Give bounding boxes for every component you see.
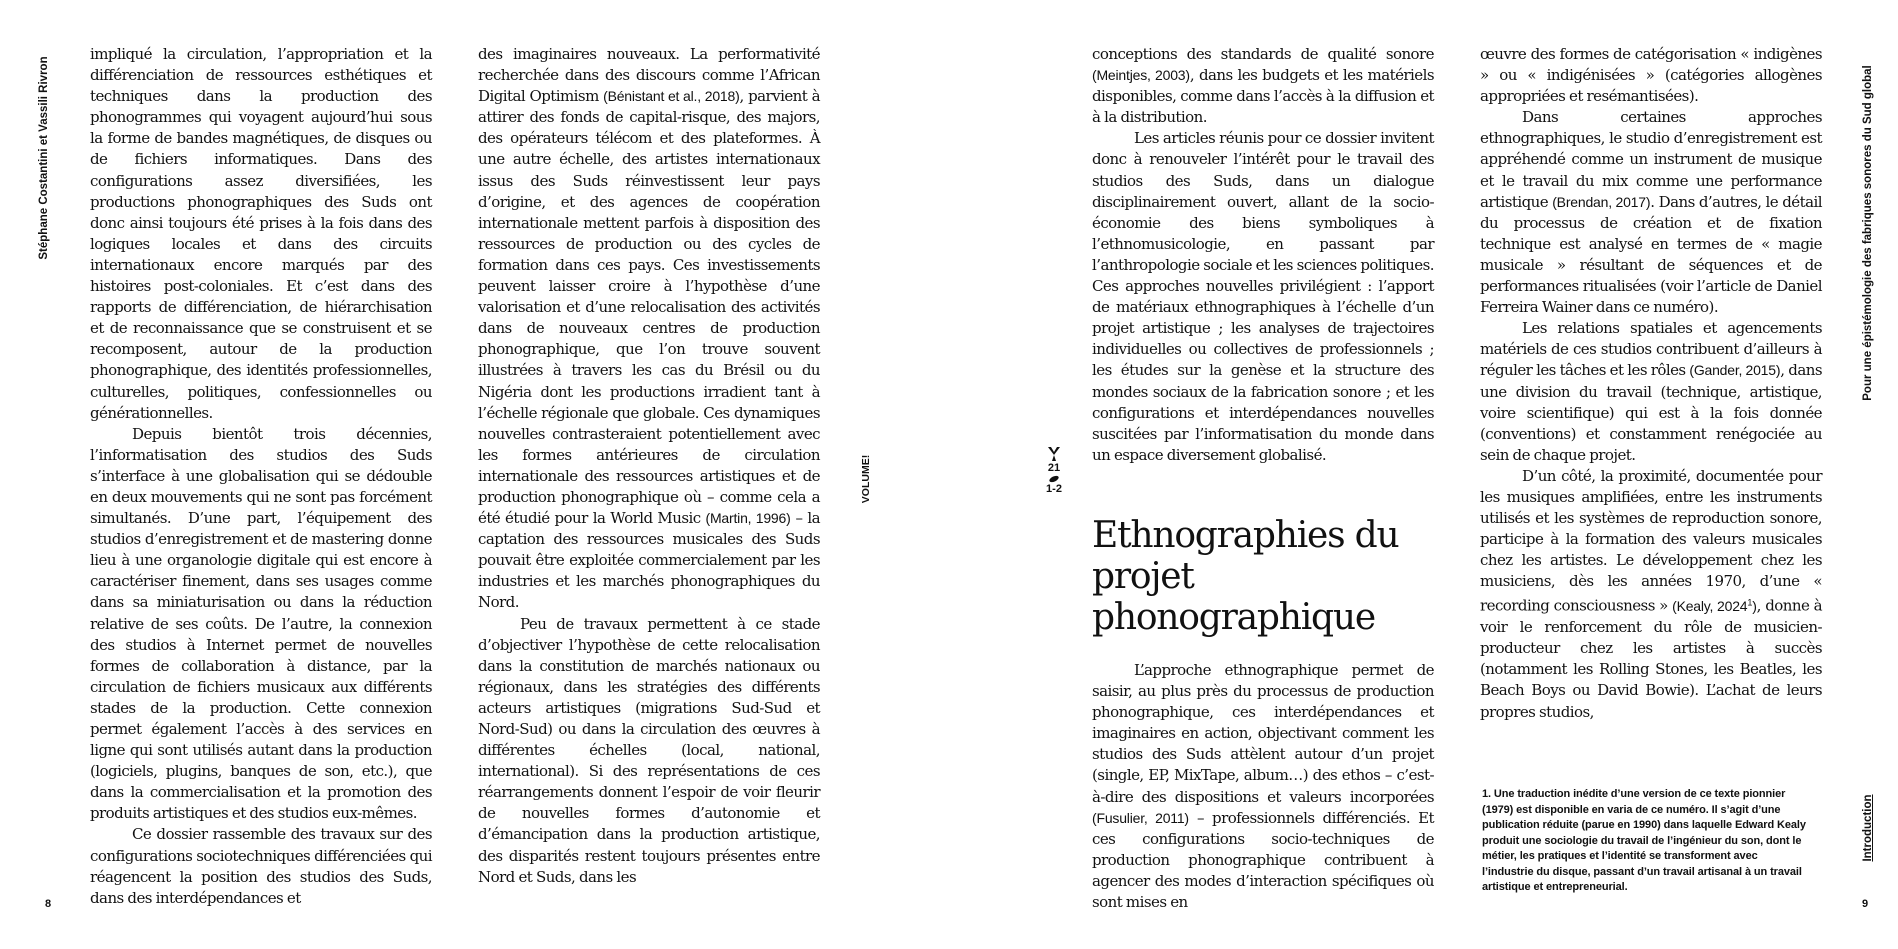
paragraph: D’un côté, la proximité, documentée pour les musiques amplifiées, entre les instruments utilisés et les systèmes de reproduction sonore, participe à la formation des valeurs musicales chez les artistes. Le développement chez les musiciens, dès les années 1970, d’une « recording consciousness » (Kealy, 2024$^1$), donne à voir le renforcement du rôle de musicien-producteur chez les artistes à succès (notamment les Rolling Stones, les Beatles, les Beach Boys ou David Bowie). L’achat de leurs propres studios, [1480,466,1822,721]
section-label: Introduction [1862,794,1874,862]
paragraph: Depuis bientôt trois décennies, l’informatisation des studios des Suds s’interface à une globalisation qui se dédouble en deux mouvements qui ne sont pas forcément simultanés. D’une part, l’équipement des studios d’enregistrement et de mastering donne lieu à une organologie digitale qui est encore à caractériser finement, dans ses usages comme dans sa miniaturisation ou dans la réduction relative de ses coûts. De l’autre, la connexion des studios à Internet permet de nouvelles formes de collaboration à distance, par la circulation de fichiers musicaux aux différents stades de la production. Cette connexion permet également l’accès à des services en ligne qui sont utilisés autant dans la production (logiciels, plugins, banques de son, etc.), que dans la commercialisation et la promotion des produits artistiques et des studios eux-mêmes. [90,424,432,823]
citation: (Fusulier, 2011) [1092,809,1189,826]
column-3-continued [1092,660,1434,913]
page-number-right: 9 [1862,898,1869,910]
paragraph: œuvre des formes de catégorisation « indigènes » ou « indigénisées » (catégories allogènes appropriées et resémantisées). [1480,45,1822,106]
citation: (Bénistant et al., 2018) [603,88,740,105]
paragraph: Peu de travaux permettent à ce stade d’objectiver l’hypothèse de cette relocalisation dans la constitution de marchés nationaux ou régionaux, dans les stratégies des différents acteurs artistiques (migrations Sud-Sud et Nord-Sud) ou dans la circulation des œuvres à différentes échelles (local, national, international). Si des représentations de ces réarrangements donnent l’espoir de voir fleurir de nouvelles formes d’autonomie et d’émancipation dans la production artistique, des disparités restent toujours présentes entre Nord et Suds, dans les [478,614,820,886]
citation: (Meintjes, 2003) [1092,67,1190,84]
paragraph: conceptions des standards de qualité sonore (Meintjes, 2003), dans les budgets et les matériels disponibles, comme dans l’accès à la diffusion et à la distribution. [1092,45,1434,127]
paragraph: des imaginaires nouveaux. La performativité recherchée dans des discours comme l’African Digital Optimism (Bénistant et al., 2018), parvient à attirer des fonds de capital-risque, des majors, des opérateurs télécom et des plateformes. À une autre échelle, des artistes internationaux issus des Suds réinvestissent leur pays d’origine, et des agences de coopération internationale mettent parfois à disposition des ressources de production ou des cycles de formation dans ces pays. Ces investissements peuvent laisser croire à l’hypothèse d’une valorisation et d’une relocalisation des activités dans de nouveaux centres de production phonographique, que l’on trouve souvent illustrées à travers les cas du Brésil ou du Nigéria dont les productions irradient tant à l’échelle régionale que globale. Ces dynamiques nouvelles contrasteraient potentiellement avec les formes antérieures de circulation internationale des ressources artistiques et de production phonographique où – comme cela a été étudié pour la World Music (Martin, 1996) – la captation des ressources musicales des Suds pouvait être exploitée commercialement par les industries et les marchés phonographiques du Nord. [478,45,820,612]
citation: (Gander, 2015) [1689,362,1781,379]
column-3 [1092,44,1434,466]
paragraph: Dans certaines approches ethnographiques, le studio d’enregistrement est appréhendé comme un instrument de musique et le travail du mix comme une performance artistique (Brendan, 2017). Dans d’autres, le détail du processus de création et de fixation technique est analysé en termes de « magie musicale » résultant de séquences et de performances ritualisées (voir l’article de Daniel Ferreira Wainer dans ce numéro). [1480,108,1822,317]
journal-logo-icon [1047,446,1061,462]
paragraph: Les articles réunis pour ce dossier invitent donc à renouveler l’intérêt pour le travail des studios des Suds, dans un dialogue disciplinairement ouvert, allant de la socio-économie des biens symboliques à l’ethnomusicologie, en passant par l’anthropologie sociale et les sciences politiques. Ces approches nouvelles privilégient : l’apport de matériaux ethnographiques à l’échelle d’un projet artistique ; les analyses de trajectoires individuelles ou collectives de professionnels ; les études sur la genèse et la structure des mondes sociaux de la fabrication sonore ; et les configurations et interdépendances nouvelles suscitées par l’informatisation du monde dans un espace diversement globalisé. [1092,129,1434,464]
column-4 [1480,44,1822,723]
section-heading: Ethnographies du projet phonographique [1092,515,1399,638]
footnote-ref[interactable]: 1 [1747,597,1753,608]
citation: (Martin, 1996) [705,510,791,527]
citation: (Brendan, 2017) [1552,193,1651,210]
footnote-text: 1. Une traduction inédite d’une version de ce texte pionnier (1979) est disponible en varia de ce numéro. Il s’agit d’une publication réduite (parue en 1990) dans laquelle Edward Kealy produit une sociologie du travail de l’ingénieur du son, dont le métier, les pratiques et l’identité se transforment avec l’industrie du disque, passant d’un travail artisanal à un travail artistique et entrepreneurial. [1482,788,1806,893]
issue-mark [1036,446,1072,496]
citation: (Kealy, 2024$^1$) [1672,597,1757,615]
journal-name: VOLUME! [860,454,872,504]
paragraph: impliqué la circulation, l’appropriation et la différenciation de ressources esthétiques et techniques dans la production des phonogrammes qui voyagent aujourd’hui sous la forme de bandes magnétiques, de disques ou de fichiers informatiques. Dans des configurations assez diversifiées, les productions phonographiques des Suds ont donc ainsi toujours été prises à la fois dans des logiques locales et dans des circuits internationaux encore marqués par des histoires post-coloniales. Et c’est dans des rapports de différenciation, de hiérarchisation et de reconnaissance que se construisent et se recomposent, autour de la production phonographique, des identités professionnelles, culturelles, politiques, confessionnelles ou générationnelles. [90,45,432,422]
column-2 [478,44,820,888]
paragraph: Les relations spatiales et agencements matériels de ces studios contribuent d’ailleurs à réguler les tâches et les rôles (Gander, 2015), dans une division du travail (technique, artistique, voire scientifique) qui est à la fois donnée (conventions) et constamment renégociée au sein de chaque projet. [1480,319,1822,464]
footnote [1482,787,1812,896]
leaf-icon [1048,475,1060,483]
paragraph: Ce dossier rassemble des travaux sur des configurations sociotechniques différenciées qui réagencent la position des studios des Suds, dans des interdépendances et [90,825,432,907]
issue-number: 21 [1047,462,1061,474]
column-1 [90,44,432,909]
page-number-left: 8 [45,898,52,910]
running-head-title: Pour une épistémologie des fabriques sonores du Sud global [1862,65,1874,401]
running-head-authors: Stéphane Costantini et Vassili Rivron [38,56,50,260]
issue-part: 1-2 [1046,483,1062,495]
paragraph: L’approche ethnographique permet de saisir, au plus près du processus de production phonographique, ces interdépendances et imaginaires en action, objectivant comment les studios des Suds attèlent autour d’un projet (single, EP, MixTape, album…) des ethos – c’est-à-dire des dispositions et valeurs incorporées (Fusulier, 2011) – professionnels différenciés. Et ces configurations socio-techniques de production phonographique contribuent à agencer des modes d’interaction spécifiques où sont mises en [1092,661,1434,912]
